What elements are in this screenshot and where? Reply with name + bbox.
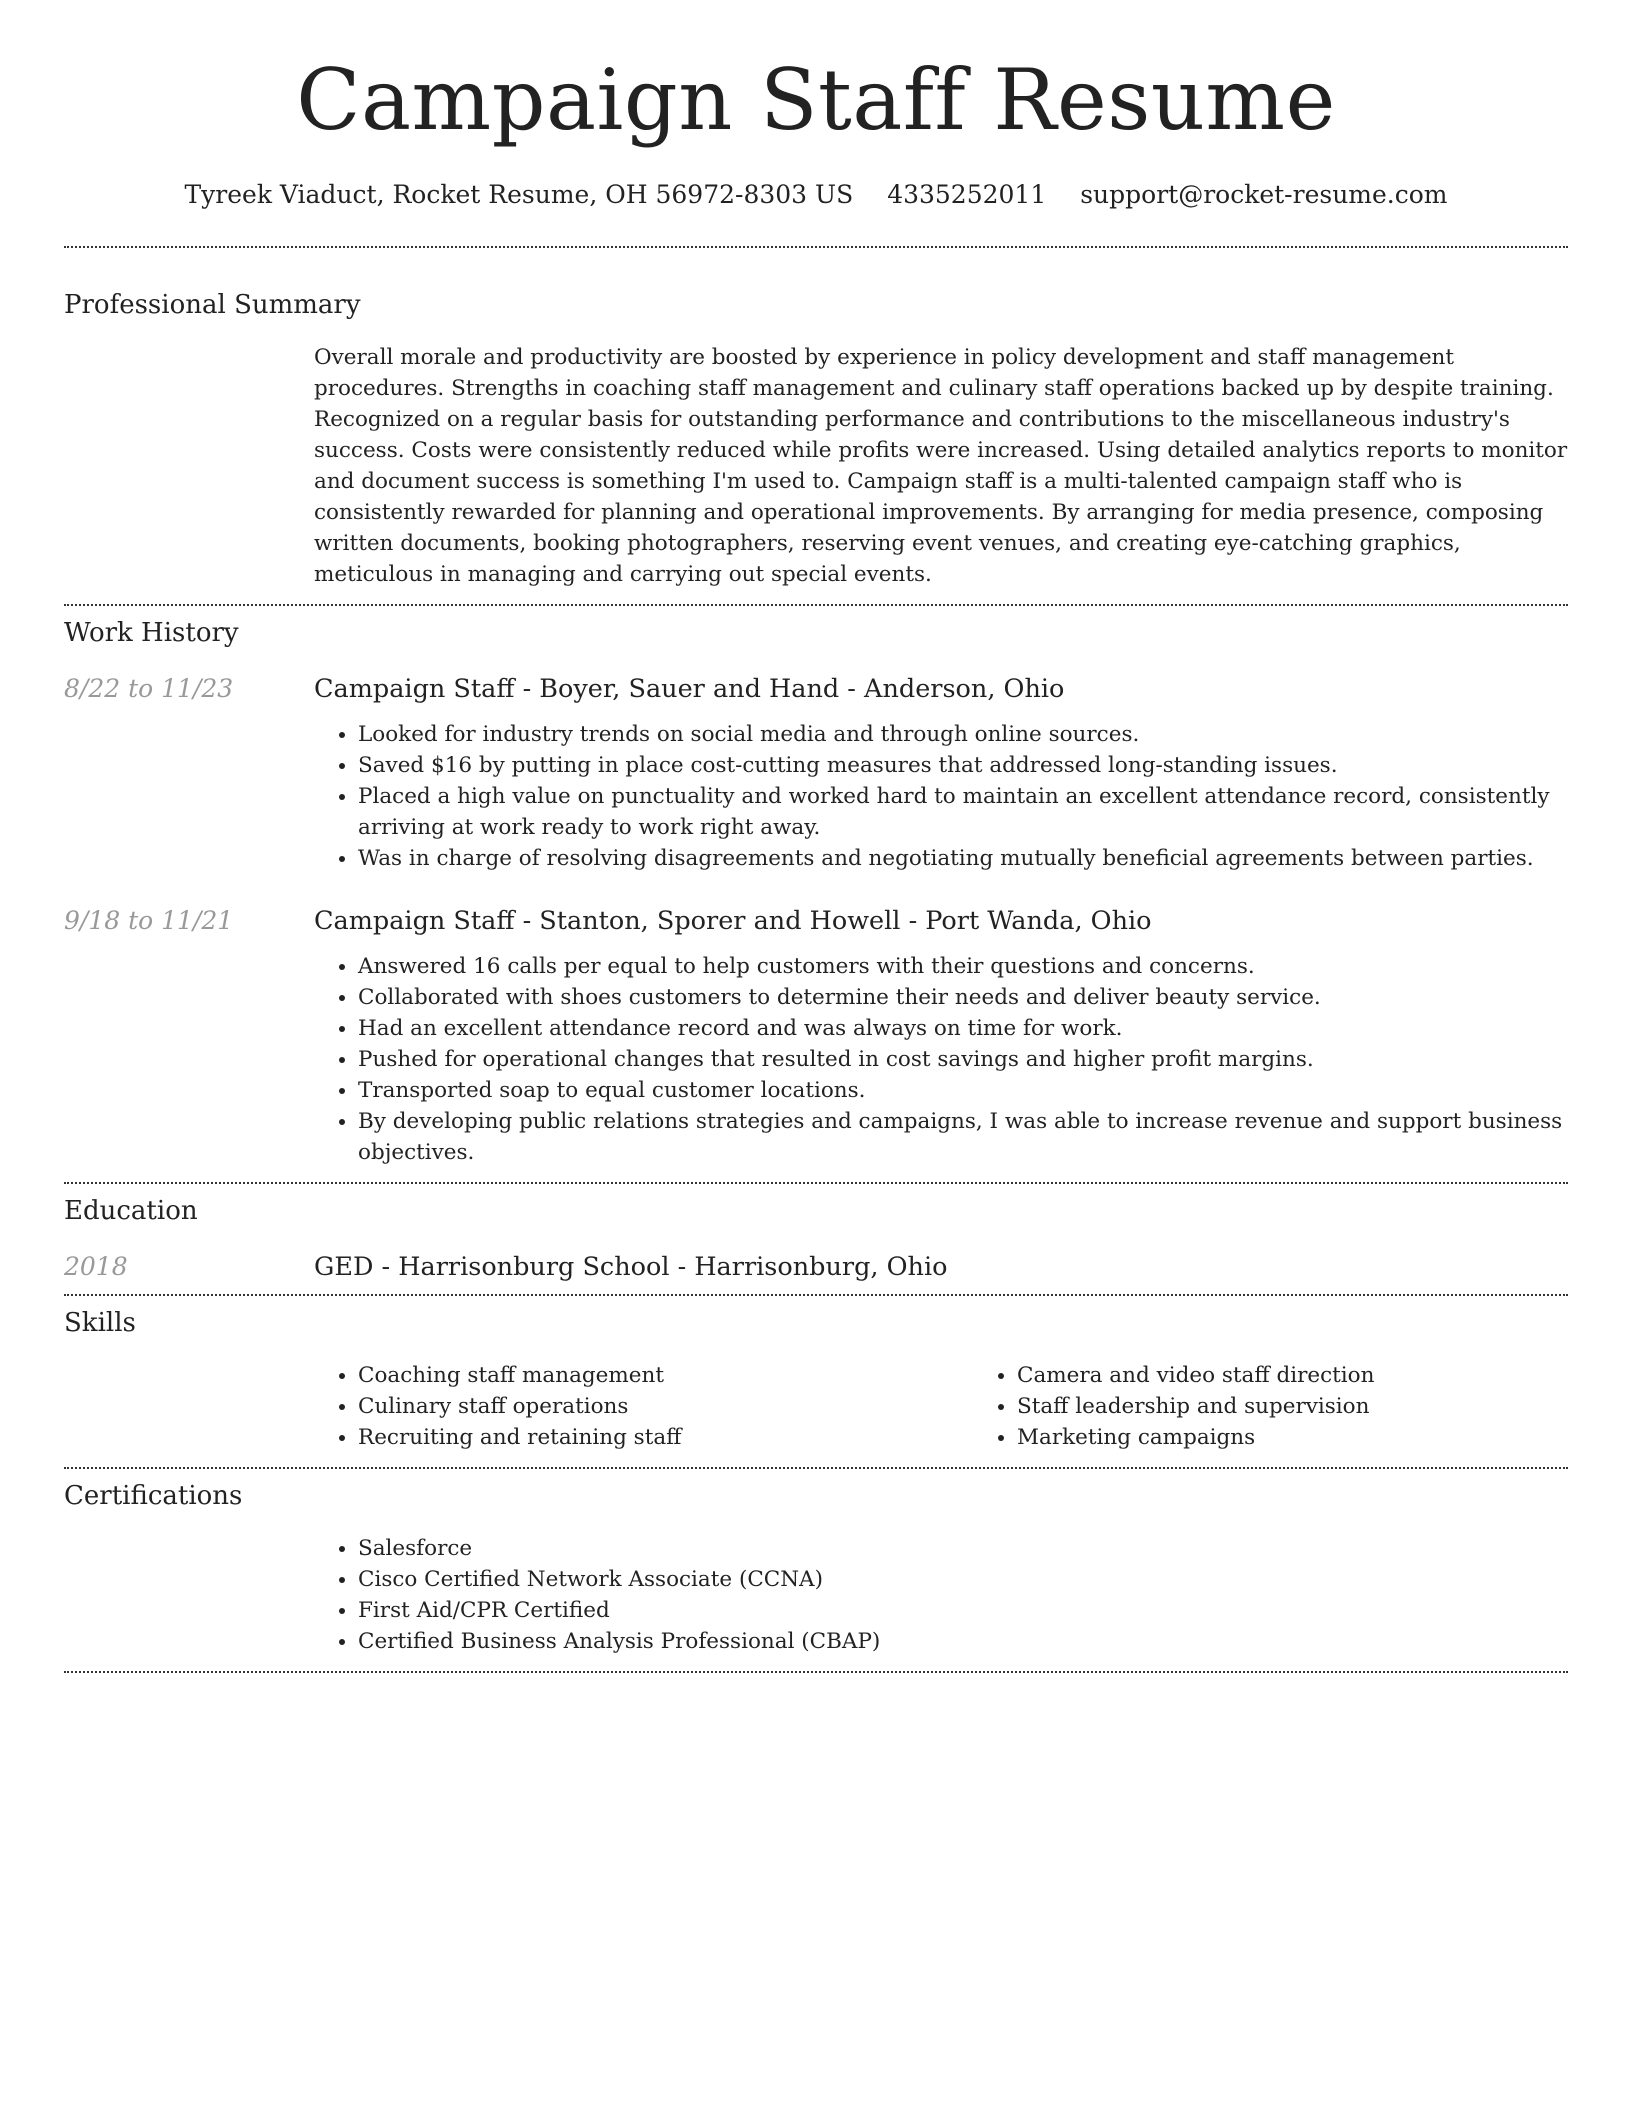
summary-heading: Professional Summary: [64, 290, 361, 320]
education-year: 2018: [64, 1252, 128, 1281]
job-entry: [64, 904, 1568, 1168]
section-divider: [64, 1294, 1568, 1296]
resume-title: Campaign Staff Resume: [296, 51, 1336, 149]
job-bullets: [314, 951, 1568, 1168]
work-history-heading: Work History: [64, 618, 239, 648]
list-item: • Had an excellent attendance record and was always on time for work.: [358, 1013, 1568, 1044]
contact-address: Tyreek Viaduct, Rocket Resume, OH 56972-8303 US: [184, 180, 854, 209]
summary-section: [64, 288, 1568, 590]
job-title: Campaign Staff - Boyer, Sauer and Hand - Anderson, Ohio: [314, 674, 1065, 704]
list-item: • Placed a high value on punctuality and worked hard to maintain an excellent attendance record, consistently arriving at work ready to work right away.: [358, 781, 1568, 843]
job-entry: [64, 672, 1568, 874]
certifications-list: [314, 1533, 1568, 1657]
job-title: Campaign Staff - Stanton, Sporer and Howell - Port Wanda, Ohio: [314, 906, 1152, 936]
certifications-section: [64, 1479, 1568, 1657]
skills-section: [64, 1306, 1568, 1453]
education-degree: GED - Harrisonburg School - Harrisonburg, Ohio: [314, 1252, 948, 1282]
list-item: • Pushed for operational changes that resulted in cost savings and higher profit margins.: [358, 1044, 1568, 1075]
list-item: • Marketing campaigns: [1017, 1422, 1632, 1453]
certifications-heading: Certifications: [64, 1481, 243, 1511]
section-divider: [64, 1671, 1568, 1673]
list-item: • Saved $16 by putting in place cost-cutting measures that addressed long-standing issues.: [358, 750, 1568, 781]
section-divider: [64, 1182, 1568, 1184]
list-item: • Collaborated with shoes customers to determine their needs and deliver beauty service.: [358, 982, 1568, 1013]
job-bullets: [314, 719, 1568, 874]
contact-line: [64, 178, 1568, 212]
list-item: • Answered 16 calls per equal to help customers with their questions and concerns.: [358, 951, 1568, 982]
list-item: • Coaching staff management: [358, 1360, 973, 1391]
list-item: • Looked for industry trends on social media and through online sources.: [358, 719, 1568, 750]
education-entry: [64, 1250, 1568, 1284]
job-dates: 9/18 to 11/21: [64, 906, 234, 935]
contact-phone: 4335252011: [887, 180, 1047, 209]
section-divider: [64, 604, 1568, 606]
summary-text: Overall morale and productivity are boosted by experience in policy development and staff management procedures. Strengths in coaching staff management and culinary staff operations backed up by despite training. Recognized on a regular basis for outstanding performance and contributions to the miscellaneous industry's success. Costs were consistently reduced while profits were increased. Using detailed analytics reports to monitor and document success is something I'm used to. Campaign staff is a multi-talented campaign staff who is consistently rewarded for planning and operational improvements. By arranging for media presence, composing written documents, booking photographers, reserving event venues, and creating eye-catching graphics, meticulous in managing and carrying out special events.: [314, 345, 1568, 587]
skills-list-right: [973, 1360, 1632, 1453]
skills-list-left: [314, 1360, 973, 1453]
skills-heading: Skills: [64, 1308, 136, 1338]
list-item: • Salesforce: [358, 1533, 1568, 1564]
list-item: • Was in charge of resolving disagreements and negotiating mutually beneficial agreements between parties.: [358, 843, 1568, 874]
job-dates: 8/22 to 11/23: [64, 674, 234, 703]
contact-email: support@rocket-resume.com: [1080, 180, 1448, 209]
list-item: • First Aid/CPR Certified: [358, 1595, 1568, 1626]
list-item: • Certified Business Analysis Professional (CBAP): [358, 1626, 1568, 1657]
list-item: • Cisco Certified Network Associate (CCNA): [358, 1564, 1568, 1595]
work-history-section: [64, 616, 1568, 1168]
resume-page: [64, 0, 1568, 1673]
education-heading: Education: [64, 1196, 198, 1226]
list-item: • Recruiting and retaining staff: [358, 1422, 973, 1453]
education-section: [64, 1194, 1568, 1284]
section-divider: [64, 1467, 1568, 1469]
list-item: • Transported soap to equal customer locations.: [358, 1075, 1568, 1106]
list-item: • By developing public relations strategies and campaigns, I was able to increase revenue and support business objectives.: [358, 1106, 1568, 1168]
section-divider: [64, 246, 1568, 248]
list-item: • Staff leadership and supervision: [1017, 1391, 1632, 1422]
list-item: • Camera and video staff direction: [1017, 1360, 1632, 1391]
list-item: • Culinary staff operations: [358, 1391, 973, 1422]
